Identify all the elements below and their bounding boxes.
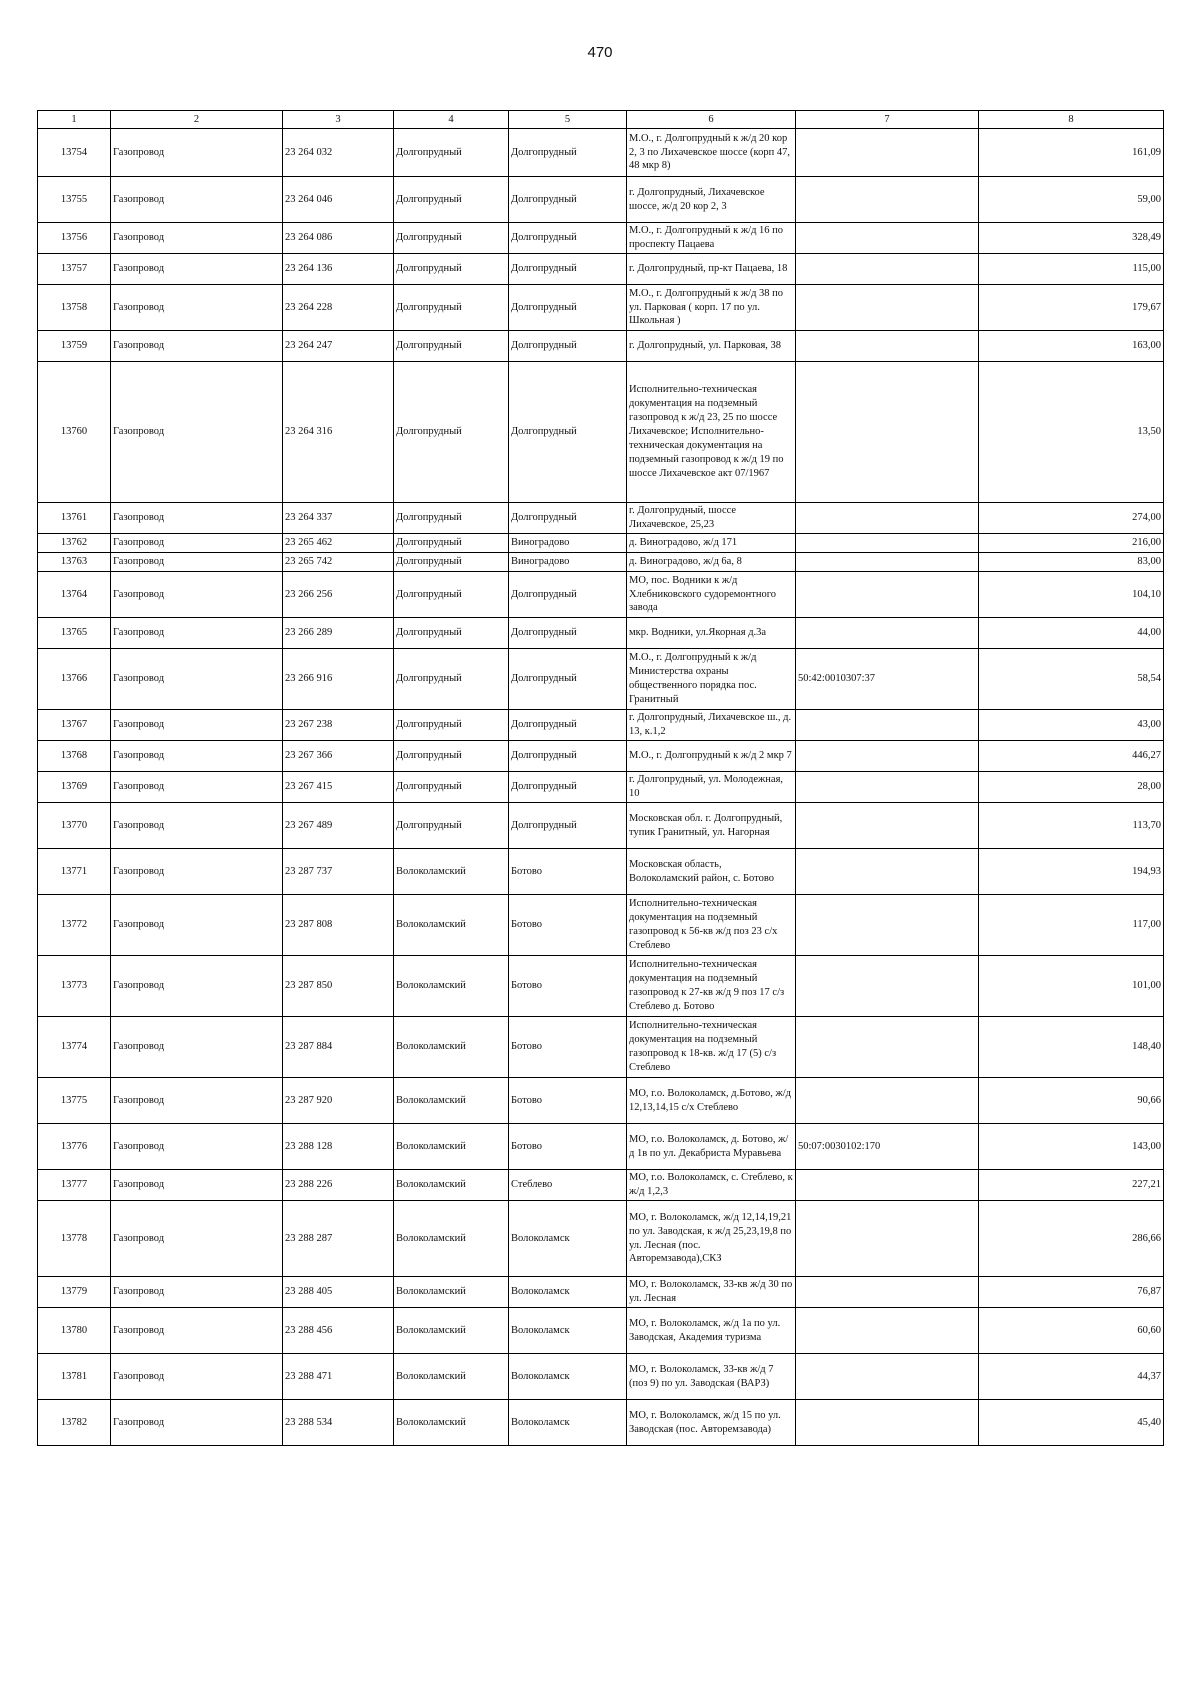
- table-row: [38, 503, 1164, 534]
- table-row: [38, 1308, 1164, 1354]
- cell-cadastral-number: [796, 572, 979, 618]
- table-row: [38, 895, 1164, 956]
- cell-locality: Долгопрудный: [509, 572, 627, 618]
- cell-row-number: 13772: [38, 895, 111, 956]
- page-number: 470: [587, 44, 613, 61]
- cell-locality: Долгопрудный: [509, 741, 627, 772]
- cell-inventory-code: 23 264 337: [283, 503, 394, 534]
- cell-district: Долгопрудный: [394, 254, 509, 285]
- cell-length: 163,00: [979, 331, 1164, 362]
- cell-cadastral-number: [796, 223, 979, 254]
- cell-district: Волоколамский: [394, 1017, 509, 1078]
- cell-locality: Долгопрудный: [509, 285, 627, 331]
- cell-address: г. Долгопрудный, Лихачевское ш., д. 13, к.1,2: [627, 710, 796, 741]
- cell-inventory-code: 23 287 920: [283, 1078, 394, 1124]
- cell-length: 90,66: [979, 1078, 1164, 1124]
- cell-address: МО, г.о. Волоколамск, д. Ботово, ж/д 1в по ул. Декабриста Муравьева: [627, 1124, 796, 1170]
- cell-district: Долгопрудный: [394, 572, 509, 618]
- cell-cadastral-number: [796, 849, 979, 895]
- cell-row-number: 13769: [38, 772, 111, 803]
- cell-inventory-code: 23 264 086: [283, 223, 394, 254]
- table-row: [38, 362, 1164, 503]
- cell-locality: Виноградово: [509, 534, 627, 553]
- cell-address: г. Долгопрудный, Лихачевское шоссе, ж/д 20 кор 2, 3: [627, 177, 796, 223]
- cell-district: Волоколамский: [394, 1277, 509, 1308]
- cell-locality: Ботово: [509, 895, 627, 956]
- cell-inventory-code: 23 288 456: [283, 1308, 394, 1354]
- cell-cadastral-number: [796, 1201, 979, 1277]
- table-row: [38, 223, 1164, 254]
- cell-object-name: Газопровод: [111, 177, 283, 223]
- cell-inventory-code: 23 287 737: [283, 849, 394, 895]
- cell-address: МО, г. Волоколамск, ж/д 1а по ул. Заводская, Академия туризма: [627, 1308, 796, 1354]
- cell-inventory-code: 23 287 884: [283, 1017, 394, 1078]
- cell-object-name: Газопровод: [111, 254, 283, 285]
- cell-district: Долгопрудный: [394, 362, 509, 503]
- table-row: [38, 534, 1164, 553]
- table-row: [38, 772, 1164, 803]
- cell-inventory-code: 23 266 289: [283, 618, 394, 649]
- cell-district: Долгопрудный: [394, 129, 509, 177]
- cell-address: Исполнительно-техническая документация на подземный газопровод к 18-кв. ж/д 17 (5) с/з Стеблево: [627, 1017, 796, 1078]
- cell-address: Исполнительно-техническая документация на подземный газопровод к 56-кв ж/д поз 23 с/х Стеблево: [627, 895, 796, 956]
- cell-locality: Ботово: [509, 1017, 627, 1078]
- cell-object-name: Газопровод: [111, 895, 283, 956]
- cell-length: 60,60: [979, 1308, 1164, 1354]
- cell-inventory-code: 23 267 238: [283, 710, 394, 741]
- cell-district: Долгопрудный: [394, 710, 509, 741]
- table-row: [38, 254, 1164, 285]
- cell-address: МО, г. Волоколамск, 33-кв ж/д 7 (поз 9) по ул. Заводская (ВАРЗ): [627, 1354, 796, 1400]
- cell-row-number: 13768: [38, 741, 111, 772]
- cell-inventory-code: 23 266 916: [283, 649, 394, 710]
- cell-locality: Долгопрудный: [509, 177, 627, 223]
- cell-district: Долгопрудный: [394, 223, 509, 254]
- cell-address: М.О., г. Долгопрудный к ж/д 38 по ул. Парковая ( корп. 17 по ул. Школьная ): [627, 285, 796, 331]
- cell-locality: Долгопрудный: [509, 503, 627, 534]
- cell-inventory-code: 23 287 808: [283, 895, 394, 956]
- cell-district: Долгопрудный: [394, 649, 509, 710]
- cell-length: 148,40: [979, 1017, 1164, 1078]
- cell-row-number: 13761: [38, 503, 111, 534]
- cell-address: Исполнительно-техническая документация на подземный газопровод к 27-кв ж/д 9 поз 17 с/з Стеблево д. Ботово: [627, 956, 796, 1017]
- column-header: 3: [283, 111, 394, 129]
- cell-row-number: 13754: [38, 129, 111, 177]
- cell-row-number: 13781: [38, 1354, 111, 1400]
- cell-object-name: Газопровод: [111, 129, 283, 177]
- cell-length: 113,70: [979, 803, 1164, 849]
- cell-object-name: Газопровод: [111, 772, 283, 803]
- cell-locality: Долгопрудный: [509, 254, 627, 285]
- cell-address: МО, пос. Водники к ж/д Хлебниковского судоремонтного завода: [627, 572, 796, 618]
- cell-object-name: Газопровод: [111, 534, 283, 553]
- table-row: [38, 1400, 1164, 1446]
- cell-cadastral-number: [796, 956, 979, 1017]
- cell-cadastral-number: 50:07:0030102:170: [796, 1124, 979, 1170]
- cell-row-number: 13755: [38, 177, 111, 223]
- cell-row-number: 13775: [38, 1078, 111, 1124]
- cell-address: М.О., г. Долгопрудный к ж/д 16 по проспекту Пацаева: [627, 223, 796, 254]
- cell-district: Волоколамский: [394, 1400, 509, 1446]
- cell-object-name: Газопровод: [111, 572, 283, 618]
- cell-district: Долгопрудный: [394, 803, 509, 849]
- cell-length: 45,40: [979, 1400, 1164, 1446]
- cell-address: г. Долгопрудный, шоссе Лихачевское, 25,23: [627, 503, 796, 534]
- cell-address: д. Виноградово, ж/д 171: [627, 534, 796, 553]
- cell-object-name: Газопровод: [111, 1354, 283, 1400]
- cell-locality: Долгопрудный: [509, 362, 627, 503]
- cell-row-number: 13771: [38, 849, 111, 895]
- cell-length: 115,00: [979, 254, 1164, 285]
- cell-row-number: 13780: [38, 1308, 111, 1354]
- cell-locality: Волоколамск: [509, 1400, 627, 1446]
- cell-inventory-code: 23 264 316: [283, 362, 394, 503]
- cell-locality: Волоколамск: [509, 1354, 627, 1400]
- cell-length: 44,00: [979, 618, 1164, 649]
- cell-object-name: Газопровод: [111, 331, 283, 362]
- cell-inventory-code: 23 265 462: [283, 534, 394, 553]
- table-row: [38, 618, 1164, 649]
- table-row: [38, 1124, 1164, 1170]
- cell-address: мкр. Водники, ул.Якорная д.3а: [627, 618, 796, 649]
- cell-district: Волоколамский: [394, 849, 509, 895]
- table-row: [38, 1170, 1164, 1201]
- cell-inventory-code: 23 264 228: [283, 285, 394, 331]
- cell-district: Долгопрудный: [394, 285, 509, 331]
- cell-object-name: Газопровод: [111, 1277, 283, 1308]
- cell-district: Волоколамский: [394, 956, 509, 1017]
- cell-row-number: 13765: [38, 618, 111, 649]
- table-row: [38, 849, 1164, 895]
- column-header: 6: [627, 111, 796, 129]
- cell-district: Волоколамский: [394, 1078, 509, 1124]
- cell-inventory-code: 23 288 226: [283, 1170, 394, 1201]
- registry-table: [37, 110, 1164, 1446]
- cell-row-number: 13774: [38, 1017, 111, 1078]
- cell-district: Долгопрудный: [394, 553, 509, 572]
- cell-inventory-code: 23 288 128: [283, 1124, 394, 1170]
- cell-object-name: Газопровод: [111, 285, 283, 331]
- cell-object-name: Газопровод: [111, 553, 283, 572]
- cell-row-number: 13770: [38, 803, 111, 849]
- cell-locality: Долгопрудный: [509, 618, 627, 649]
- cell-length: 43,00: [979, 710, 1164, 741]
- cell-inventory-code: 23 265 742: [283, 553, 394, 572]
- cell-length: 446,27: [979, 741, 1164, 772]
- cell-address: д. Виноградово, ж/д 6а, 8: [627, 553, 796, 572]
- cell-inventory-code: 23 267 415: [283, 772, 394, 803]
- cell-district: Долгопрудный: [394, 503, 509, 534]
- cell-address: МО, г.о. Волоколамск, с. Стеблево, к ж/д 1,2,3: [627, 1170, 796, 1201]
- table-row: [38, 1078, 1164, 1124]
- cell-row-number: 13766: [38, 649, 111, 710]
- table-row: [38, 129, 1164, 177]
- column-header: 7: [796, 111, 979, 129]
- cell-length: 59,00: [979, 177, 1164, 223]
- cell-cadastral-number: [796, 177, 979, 223]
- cell-inventory-code: 23 288 405: [283, 1277, 394, 1308]
- cell-cadastral-number: [796, 772, 979, 803]
- cell-object-name: Газопровод: [111, 849, 283, 895]
- cell-object-name: Газопровод: [111, 362, 283, 503]
- cell-object-name: Газопровод: [111, 1124, 283, 1170]
- cell-inventory-code: 23 266 256: [283, 572, 394, 618]
- cell-locality: Долгопрудный: [509, 223, 627, 254]
- cell-inventory-code: 23 264 136: [283, 254, 394, 285]
- cell-inventory-code: 23 267 489: [283, 803, 394, 849]
- cell-district: Долгопрудный: [394, 331, 509, 362]
- cell-object-name: Газопровод: [111, 956, 283, 1017]
- cell-cadastral-number: [796, 618, 979, 649]
- table-row: [38, 1201, 1164, 1277]
- cell-inventory-code: 23 264 032: [283, 129, 394, 177]
- cell-row-number: 13762: [38, 534, 111, 553]
- cell-cadastral-number: [796, 362, 979, 503]
- cell-cadastral-number: [796, 1400, 979, 1446]
- cell-cadastral-number: [796, 331, 979, 362]
- cell-length: 117,00: [979, 895, 1164, 956]
- cell-object-name: Газопровод: [111, 741, 283, 772]
- cell-length: 76,87: [979, 1277, 1164, 1308]
- table-row: [38, 553, 1164, 572]
- cell-length: 274,00: [979, 503, 1164, 534]
- cell-inventory-code: 23 264 046: [283, 177, 394, 223]
- table-row: [38, 331, 1164, 362]
- cell-cadastral-number: [796, 1170, 979, 1201]
- cell-locality: Волоколамск: [509, 1201, 627, 1277]
- cell-address: М.О., г. Долгопрудный к ж/д 20 кор 2, 3 по Лихачевское шоссе (корп 47, 48 мкр 8): [627, 129, 796, 177]
- cell-cadastral-number: [796, 553, 979, 572]
- cell-length: 28,00: [979, 772, 1164, 803]
- column-header: 4: [394, 111, 509, 129]
- table-body: [38, 129, 1164, 1446]
- cell-inventory-code: 23 267 366: [283, 741, 394, 772]
- cell-cadastral-number: [796, 503, 979, 534]
- cell-length: 13,50: [979, 362, 1164, 503]
- cell-row-number: 13757: [38, 254, 111, 285]
- cell-object-name: Газопровод: [111, 803, 283, 849]
- column-header: 8: [979, 111, 1164, 129]
- cell-district: Долгопрудный: [394, 534, 509, 553]
- cell-district: Волоколамский: [394, 1354, 509, 1400]
- cell-cadastral-number: [796, 534, 979, 553]
- cell-locality: Ботово: [509, 1078, 627, 1124]
- cell-locality: Долгопрудный: [509, 803, 627, 849]
- cell-cadastral-number: [796, 1354, 979, 1400]
- cell-length: 194,93: [979, 849, 1164, 895]
- cell-inventory-code: 23 287 850: [283, 956, 394, 1017]
- cell-cadastral-number: [796, 895, 979, 956]
- cell-locality: Долгопрудный: [509, 649, 627, 710]
- table-row: [38, 710, 1164, 741]
- cell-length: 83,00: [979, 553, 1164, 572]
- cell-cadastral-number: [796, 285, 979, 331]
- cell-district: Долгопрудный: [394, 772, 509, 803]
- table-row: [38, 1354, 1164, 1400]
- cell-address: Московская обл. г. Долгопрудный, тупик Гранитный, ул. Нагорная: [627, 803, 796, 849]
- table-header-row: [38, 111, 1164, 129]
- cell-object-name: Газопровод: [111, 618, 283, 649]
- cell-locality: Ботово: [509, 849, 627, 895]
- cell-inventory-code: 23 288 471: [283, 1354, 394, 1400]
- cell-object-name: Газопровод: [111, 710, 283, 741]
- table-row: [38, 177, 1164, 223]
- column-header: 1: [38, 111, 111, 129]
- cell-cadastral-number: [796, 1017, 979, 1078]
- cell-length: 216,00: [979, 534, 1164, 553]
- cell-length: 286,66: [979, 1201, 1164, 1277]
- cell-address: Московская область, Волоколамский район, с. Ботово: [627, 849, 796, 895]
- cell-row-number: 13760: [38, 362, 111, 503]
- cell-locality: Долгопрудный: [509, 710, 627, 741]
- table-row: [38, 649, 1164, 710]
- cell-cadastral-number: 50:42:0010307:37: [796, 649, 979, 710]
- cell-address: М.О., г. Долгопрудный к ж/д 2 мкр 7: [627, 741, 796, 772]
- cell-district: Долгопрудный: [394, 177, 509, 223]
- cell-object-name: Газопровод: [111, 223, 283, 254]
- cell-cadastral-number: [796, 129, 979, 177]
- cell-address: МО, г. Волоколамск, ж/д 15 по ул. Заводская (пос. Авторемзавода): [627, 1400, 796, 1446]
- table-row: [38, 1017, 1164, 1078]
- cell-length: 44,37: [979, 1354, 1164, 1400]
- cell-district: Долгопрудный: [394, 741, 509, 772]
- cell-object-name: Газопровод: [111, 1078, 283, 1124]
- cell-district: Волоколамский: [394, 1124, 509, 1170]
- cell-address: г. Долгопрудный, пр-кт Пацаева, 18: [627, 254, 796, 285]
- column-header: 5: [509, 111, 627, 129]
- cell-object-name: Газопровод: [111, 1201, 283, 1277]
- cell-district: Волоколамский: [394, 1201, 509, 1277]
- cell-locality: Виноградово: [509, 553, 627, 572]
- cell-address: г. Долгопрудный, ул. Молодежная, 10: [627, 772, 796, 803]
- cell-object-name: Газопровод: [111, 1017, 283, 1078]
- cell-row-number: 13759: [38, 331, 111, 362]
- cell-locality: Волоколамск: [509, 1308, 627, 1354]
- cell-locality: Долгопрудный: [509, 129, 627, 177]
- cell-length: 179,67: [979, 285, 1164, 331]
- cell-cadastral-number: [796, 1308, 979, 1354]
- cell-district: Волоколамский: [394, 1308, 509, 1354]
- cell-row-number: 13778: [38, 1201, 111, 1277]
- cell-district: Волоколамский: [394, 1170, 509, 1201]
- cell-cadastral-number: [796, 254, 979, 285]
- cell-cadastral-number: [796, 710, 979, 741]
- cell-length: 161,09: [979, 129, 1164, 177]
- cell-address: Исполнительно-техническая документация на подземный газопровод к ж/д 23, 25 по шоссе Лихачевское; Исполнительно-техническая документация на подземный газопровод к ж/д 19 по шоссе Лихачевское акт 07/1967: [627, 362, 796, 503]
- cell-row-number: 13763: [38, 553, 111, 572]
- cell-row-number: 13779: [38, 1277, 111, 1308]
- table-row: [38, 572, 1164, 618]
- table-row: [38, 1277, 1164, 1308]
- cell-length: 328,49: [979, 223, 1164, 254]
- cell-cadastral-number: [796, 741, 979, 772]
- cell-locality: Ботово: [509, 1124, 627, 1170]
- cell-row-number: 13782: [38, 1400, 111, 1446]
- cell-object-name: Газопровод: [111, 649, 283, 710]
- cell-cadastral-number: [796, 1277, 979, 1308]
- cell-object-name: Газопровод: [111, 1308, 283, 1354]
- cell-object-name: Газопровод: [111, 1170, 283, 1201]
- table-row: [38, 285, 1164, 331]
- column-header: 2: [111, 111, 283, 129]
- cell-inventory-code: 23 288 534: [283, 1400, 394, 1446]
- cell-locality: Стеблево: [509, 1170, 627, 1201]
- cell-object-name: Газопровод: [111, 503, 283, 534]
- cell-address: МО, г. Волоколамск, ж/д 12,14,19,21 по ул. Заводская, к ж/д 25,23,19,8 по ул. Лесная (пос. Авторемзавода),СКЗ: [627, 1201, 796, 1277]
- table-row: [38, 741, 1164, 772]
- cell-row-number: 13773: [38, 956, 111, 1017]
- cell-address: МО, г. Волоколамск, 33-кв ж/д 30 по ул. Лесная: [627, 1277, 796, 1308]
- cell-length: 143,00: [979, 1124, 1164, 1170]
- cell-locality: Долгопрудный: [509, 331, 627, 362]
- cell-row-number: 13776: [38, 1124, 111, 1170]
- cell-cadastral-number: [796, 803, 979, 849]
- cell-object-name: Газопровод: [111, 1400, 283, 1446]
- cell-row-number: 13777: [38, 1170, 111, 1201]
- cell-locality: Ботово: [509, 956, 627, 1017]
- cell-length: 58,54: [979, 649, 1164, 710]
- cell-row-number: 13767: [38, 710, 111, 741]
- cell-district: Долгопрудный: [394, 618, 509, 649]
- table-row: [38, 956, 1164, 1017]
- cell-inventory-code: 23 264 247: [283, 331, 394, 362]
- cell-locality: Долгопрудный: [509, 772, 627, 803]
- cell-length: 101,00: [979, 956, 1164, 1017]
- cell-district: Волоколамский: [394, 895, 509, 956]
- cell-cadastral-number: [796, 1078, 979, 1124]
- cell-locality: Волоколамск: [509, 1277, 627, 1308]
- cell-inventory-code: 23 288 287: [283, 1201, 394, 1277]
- table-row: [38, 803, 1164, 849]
- cell-address: г. Долгопрудный, ул. Парковая, 38: [627, 331, 796, 362]
- cell-row-number: 13756: [38, 223, 111, 254]
- cell-address: МО, г.о. Волоколамск, д.Ботово, ж/д 12,13,14,15 с/х Стеблево: [627, 1078, 796, 1124]
- cell-address: М.О., г. Долгопрудный к ж/д Министерства охраны общественного порядка пос. Гранитный: [627, 649, 796, 710]
- cell-row-number: 13764: [38, 572, 111, 618]
- cell-row-number: 13758: [38, 285, 111, 331]
- cell-length: 104,10: [979, 572, 1164, 618]
- cell-length: 227,21: [979, 1170, 1164, 1201]
